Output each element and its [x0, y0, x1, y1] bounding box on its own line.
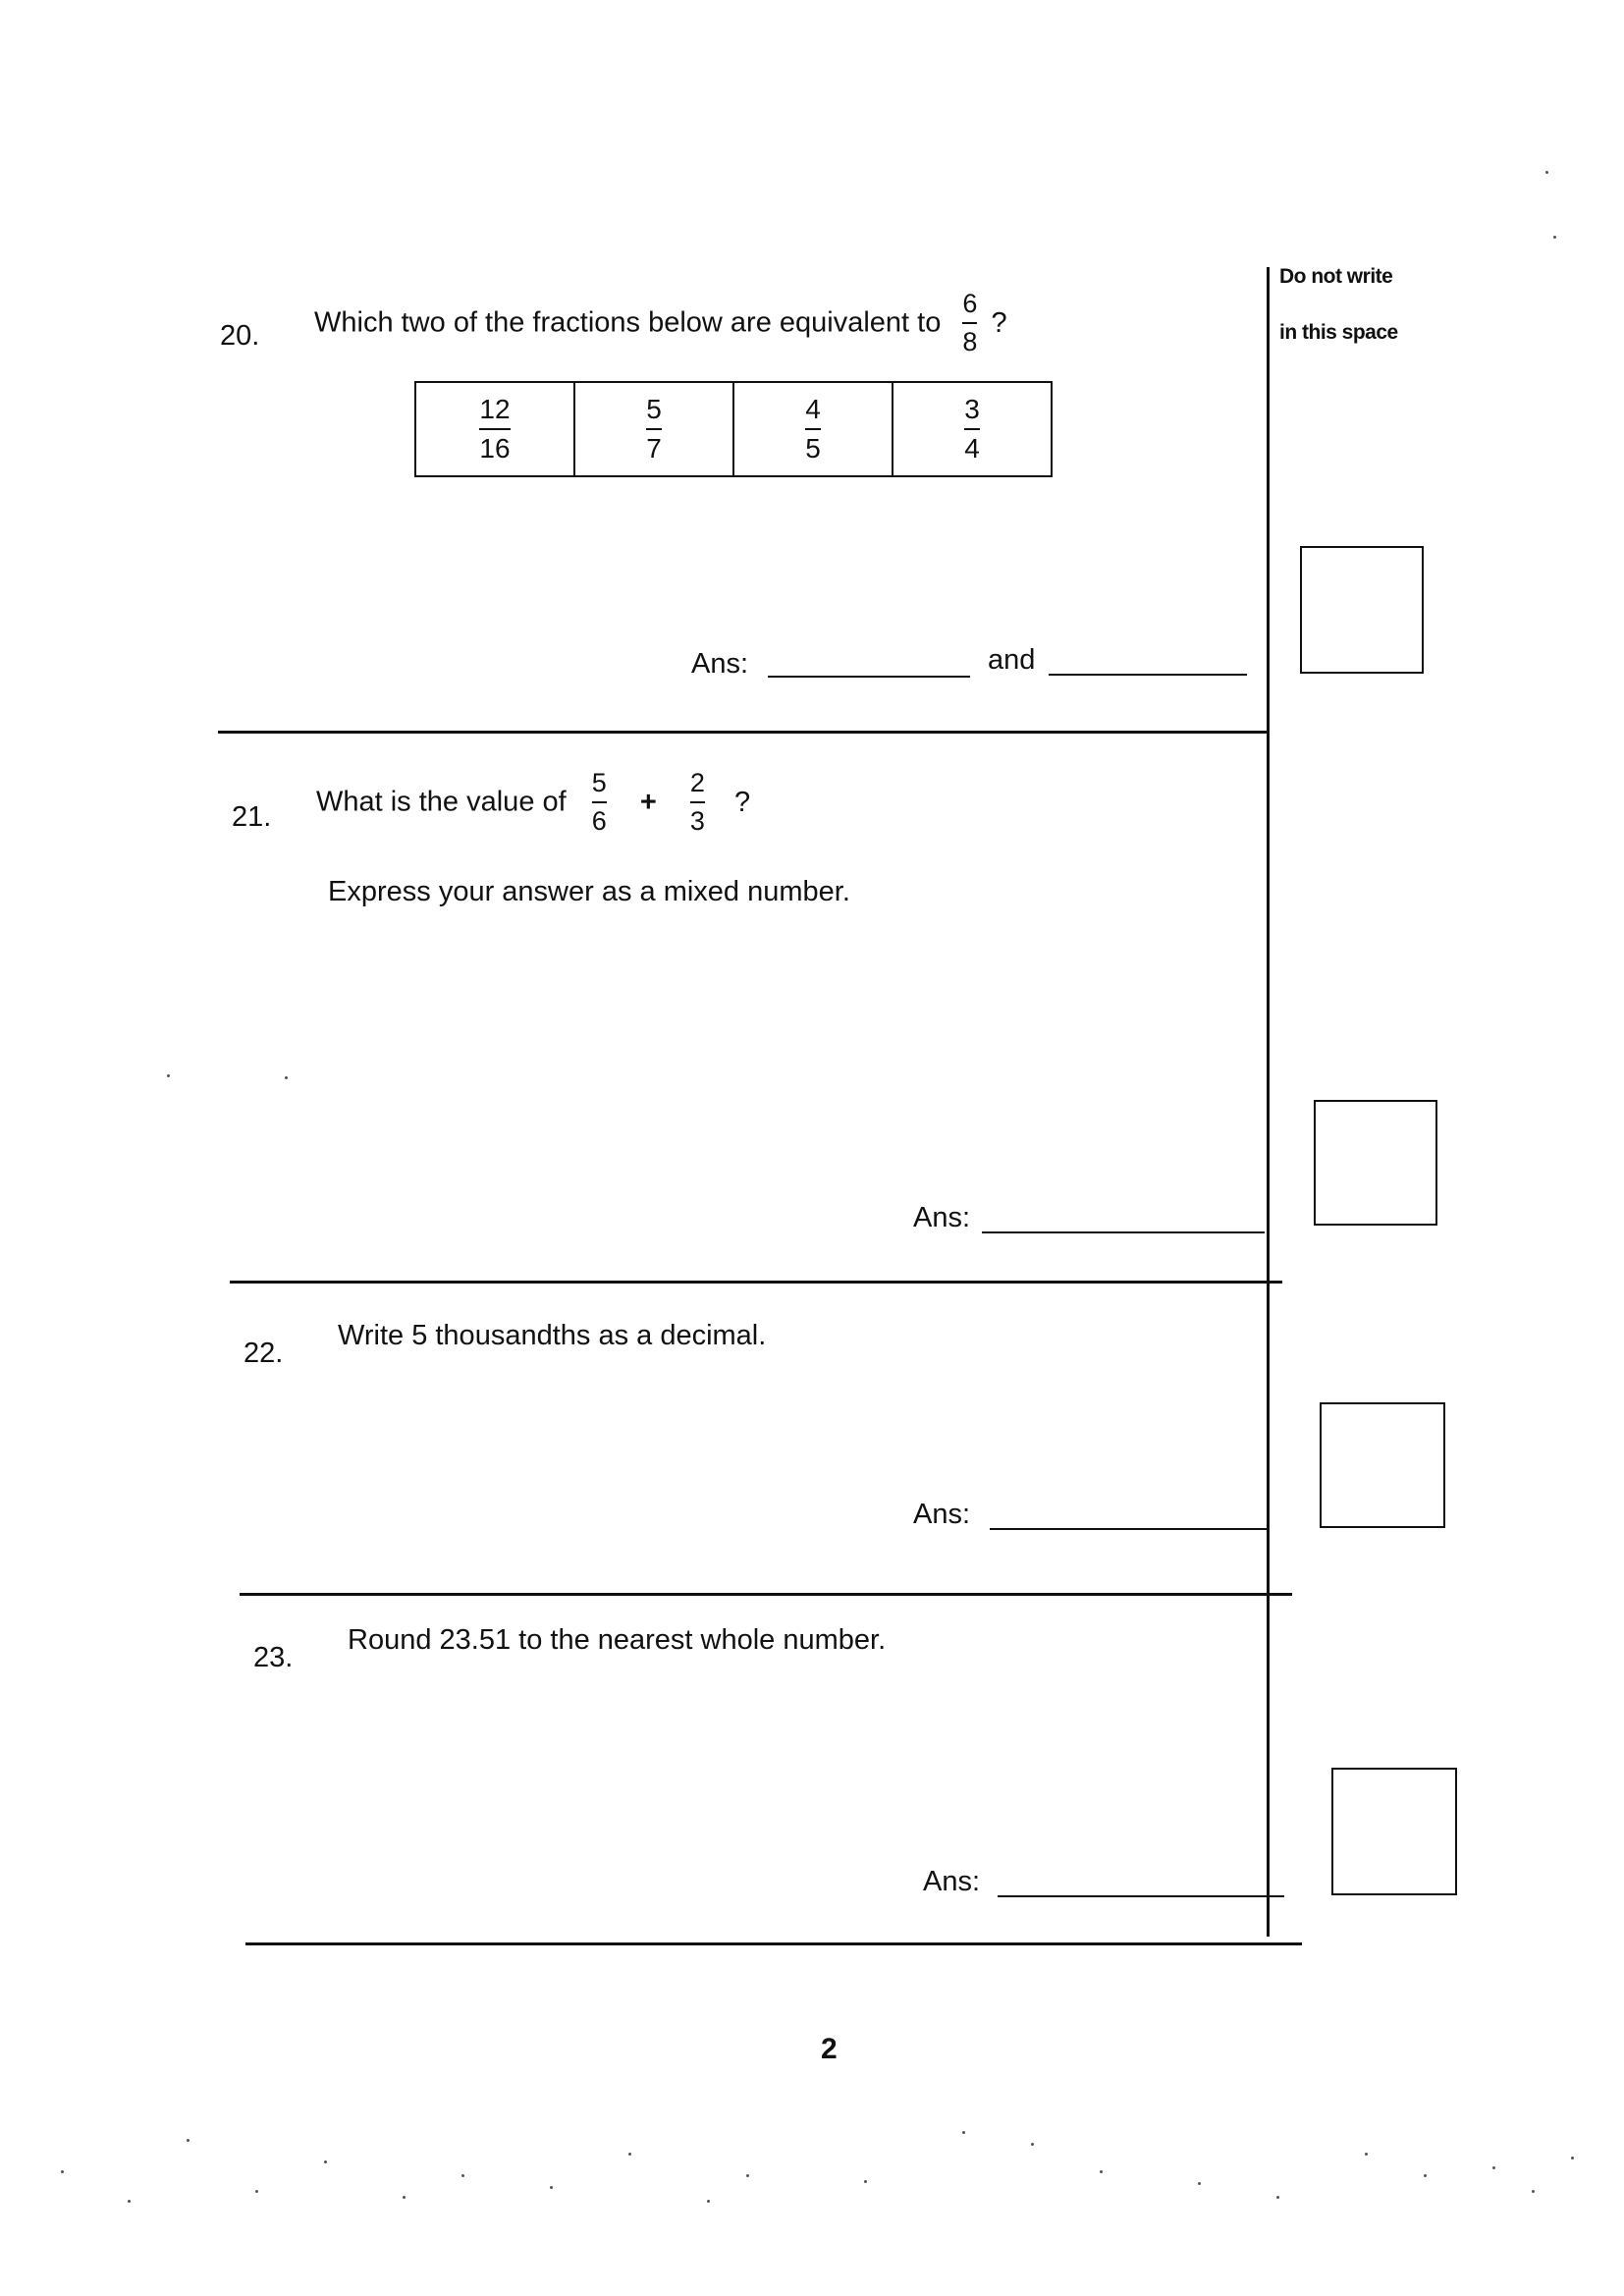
- fraction-a-numerator: 5: [591, 768, 607, 797]
- fraction-option: $\frac{5}{7}$: [574, 382, 733, 476]
- target-fraction-denominator: 8: [962, 327, 978, 356]
- fraction-a: [592, 770, 607, 835]
- fraction-b-denominator: 3: [689, 806, 705, 836]
- question-23-answer-label: Ans:: [923, 1866, 981, 1897]
- fraction-a-denominator: 6: [591, 806, 607, 836]
- question-22-answer-label: Ans:: [913, 1499, 971, 1530]
- fraction-b: [690, 770, 705, 835]
- question-20-text: [314, 291, 1007, 355]
- question-23-separator: [245, 1942, 1302, 1945]
- question-21-text: [316, 770, 750, 835]
- question-20-number: 20.: [220, 320, 260, 352]
- question-22-answer-blank[interactable]: [990, 1528, 1267, 1530]
- question-20-answer-blank-1[interactable]: [768, 676, 970, 678]
- page-number: 2: [821, 2033, 838, 2065]
- fraction-option: $\frac{12}{16}$: [415, 382, 574, 476]
- target-fraction-numerator: 6: [962, 289, 978, 318]
- question-20-answer-joiner: and: [988, 644, 1036, 676]
- question-21-suffix: ?: [733, 786, 751, 818]
- margin-divider: [1267, 267, 1270, 1937]
- question-21-prompt: What is the value of: [316, 786, 567, 818]
- question-20-answer-blank-2[interactable]: [1049, 674, 1247, 676]
- question-23-answer-blank[interactable]: [998, 1895, 1284, 1897]
- question-21-separator: [230, 1281, 1282, 1284]
- fraction-option: $\frac{4}{5}$: [733, 382, 893, 476]
- margin-note-line2: in this space: [1279, 321, 1398, 344]
- question-23-number: 23.: [253, 1642, 294, 1673]
- question-23-text: Round 23.51 to the nearest whole number.: [348, 1624, 887, 1656]
- question-22-text: Write 5 thousandths as a decimal.: [338, 1320, 767, 1351]
- target-fraction: [962, 291, 977, 355]
- question-22-separator: [240, 1593, 1292, 1596]
- fraction-b-numerator: 2: [689, 768, 705, 797]
- fraction-option: $\frac{3}{4}$: [893, 382, 1052, 476]
- question-22-number: 22.: [244, 1338, 284, 1369]
- margin-note-line1: Do not write: [1279, 265, 1393, 288]
- question-21-instruction: Express your answer as a mixed number.: [328, 876, 850, 907]
- fraction-options-table: [414, 381, 1053, 477]
- question-21-answer-label: Ans:: [913, 1202, 971, 1233]
- question-21-mark-box: [1314, 1100, 1437, 1226]
- question-23-mark-box: [1331, 1768, 1457, 1895]
- question-20-mark-box: [1300, 546, 1424, 674]
- question-20-suffix: ?: [991, 306, 1007, 339]
- question-20-prompt: Which two of the fractions below are equivalent to: [314, 306, 942, 339]
- question-21-number: 21.: [232, 801, 272, 833]
- question-20-answer-label: Ans:: [691, 648, 749, 680]
- question-21-answer-blank[interactable]: [982, 1231, 1265, 1233]
- question-20-separator: [218, 731, 1269, 734]
- question-22-mark-box: [1320, 1402, 1445, 1528]
- plus-operator: +: [639, 786, 657, 818]
